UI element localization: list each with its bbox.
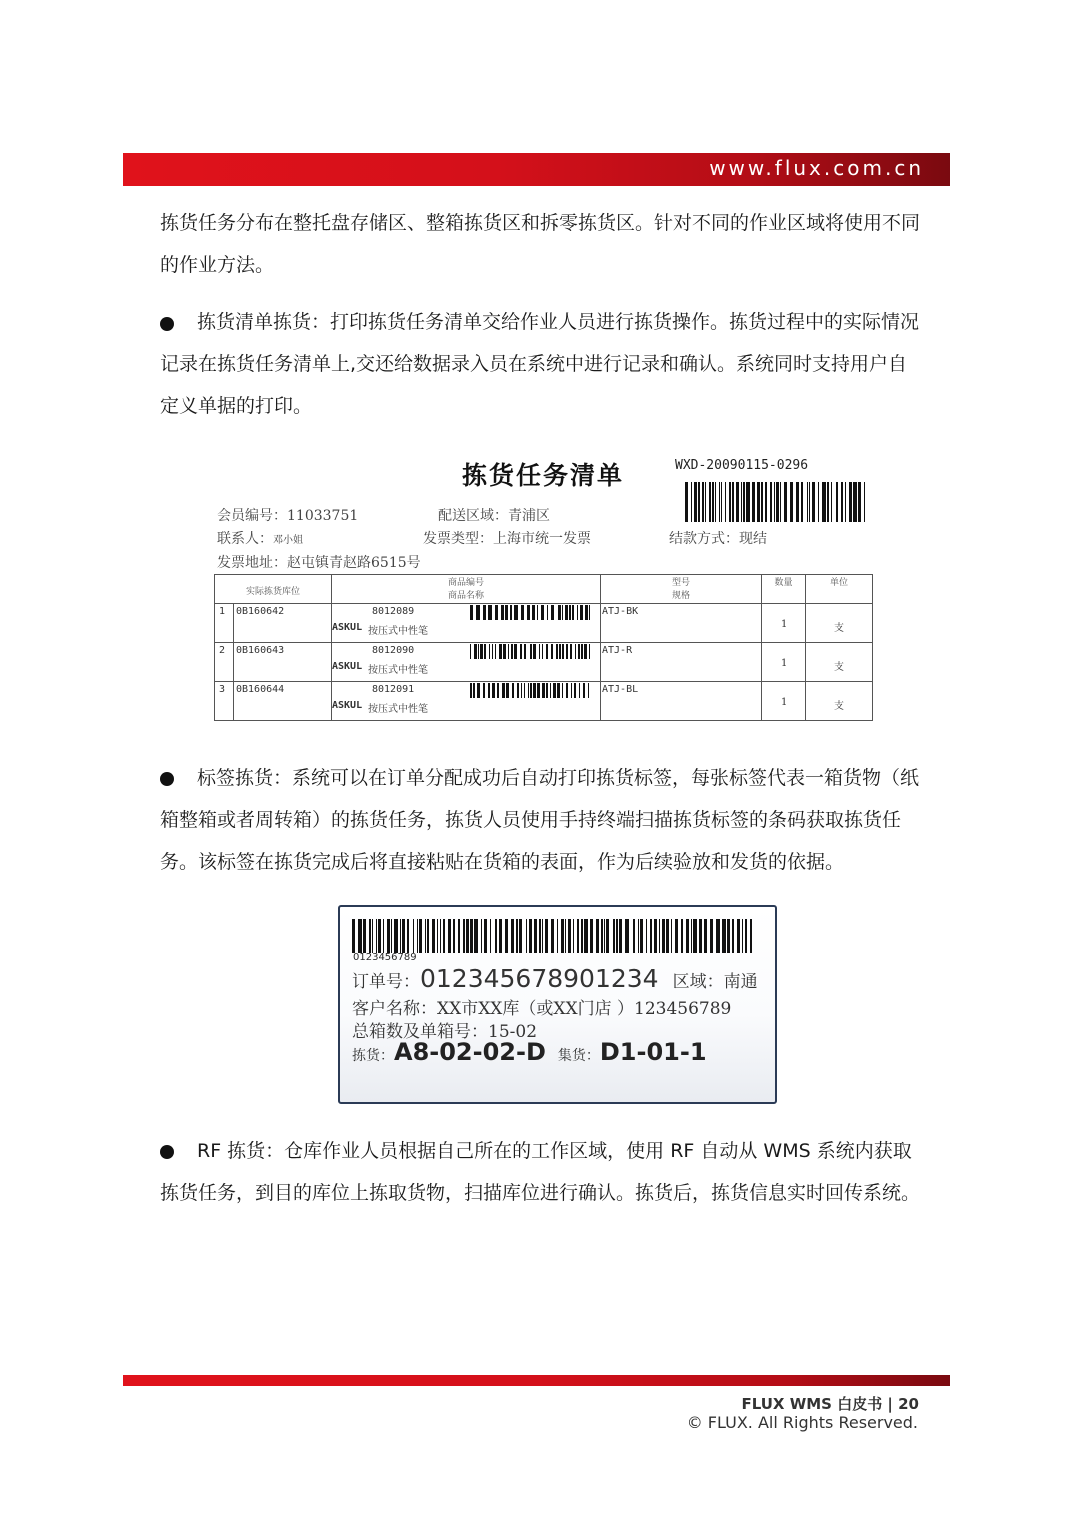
header-url: www.flux.com.cn (709, 156, 924, 180)
label-order: 订单号：012345678901234 区域：南通 (352, 964, 758, 993)
cell-qty (762, 604, 806, 643)
th-qty: 数量 (762, 575, 806, 604)
row-model: ATJ-R (602, 645, 633, 656)
pick-label-figure (338, 905, 777, 1104)
picklist-code: WXD-20090115-0296 (675, 458, 809, 473)
row-model: ATJ-BL (602, 684, 639, 695)
picklist-barcode (685, 482, 865, 522)
cell-unit (806, 643, 873, 682)
bullet-label-text: 标签拣货：系统可以在订单分配成功后自动打印拣货标签，每张标签代表一箱货物（纸箱整箱或者周转箱）的拣货任务，拣货人员使用手持终端扫描拣货标签的条码获取拣货任务。该标签在拣货完成后将直接粘贴在货箱的表面，作为后续验放和发货的依据。 (160, 767, 920, 873)
row-location: 0B160644 (236, 684, 285, 695)
label-boxes: 总箱数及单箱号：15-02 (352, 1022, 538, 1042)
picklist-member: 会员编号：11033751 (217, 508, 359, 524)
cell-unit (806, 682, 873, 721)
label-barcode (352, 919, 752, 953)
footer-bar (123, 1375, 950, 1386)
row-product-no: 8012089 (372, 606, 415, 617)
row-model: ATJ-BK (602, 606, 639, 617)
row-product-name: 按压式中性笔 (368, 704, 428, 715)
cell-qty (762, 682, 806, 721)
row-barcode (470, 605, 590, 620)
row-product-name: 按压式中性笔 (368, 665, 428, 676)
cell-qty (762, 643, 806, 682)
th-unit: 单位 (806, 575, 873, 604)
row-brand: ASKUL (332, 622, 363, 633)
row-qty: 1 (781, 697, 788, 708)
bullet-rf-text: RF 拣货：仓库作业人员根据自己所在的工作区域，使用 RF 自动从 WMS 系统内获取拣货任务，到目的库位上拣取货物，扫描库位进行确认。拣货后，拣货信息实时回传系统。 (160, 1140, 921, 1204)
picklist-contact: 联系人：邓小姐 (217, 531, 303, 547)
row-product-no: 8012090 (372, 645, 415, 656)
row-barcode (470, 644, 590, 659)
row-location: 0B160643 (236, 645, 285, 656)
row-qty: 1 (781, 658, 788, 669)
cell-product (332, 604, 601, 643)
label-customer: 客户名称：XX市XX库（或XX门店 ）123456789 (352, 999, 732, 1019)
row-index: 3 (219, 684, 226, 695)
intro-paragraph: 拣货任务分布在整托盘存储区、整箱拣货区和拆零拣货区。针对不同的作业区域将使用不同的作业方法。 (160, 212, 921, 276)
picklist-area: 配送区域：青浦区 (438, 508, 550, 524)
th-product: 商品编号 商品名称 (332, 575, 601, 604)
cell-location (215, 682, 332, 721)
row-location: 0B160642 (236, 606, 285, 617)
cell-model (601, 643, 762, 682)
picklist-invoice-type: 发票类型：上海市统一发票 (423, 531, 591, 547)
picklist-figure (212, 448, 877, 730)
row-unit: 支 (834, 662, 844, 673)
row-qty: 1 (781, 619, 788, 630)
label-pick-collect: 拣货：A8-02-02-D 集货：D1-01-1 (352, 1038, 707, 1066)
picklist-payment: 结款方式：现结 (669, 531, 767, 547)
header-bar (123, 153, 950, 186)
th-model: 型号 规格 (601, 575, 762, 604)
row-product-name: 按压式中性笔 (368, 626, 428, 637)
bullet-picklist-text: 拣货清单拣货：打印拣货任务清单交给作业人员进行拣货操作。拣货过程中的实际情况记录在拣货任务清单上,交还给数据录入员在系统中进行记录和确认。系统同时支持用户自定义单据的打印。 (160, 311, 920, 417)
cell-model (601, 604, 762, 643)
row-unit: 支 (834, 623, 844, 634)
row-product-no: 8012091 (372, 684, 415, 695)
cell-product (332, 643, 601, 682)
cell-unit (806, 604, 873, 643)
picklist-row (215, 682, 873, 721)
th-location: 实际拣货库位 (215, 575, 332, 604)
row-unit: 支 (834, 701, 844, 712)
row-brand: ASKUL (332, 700, 363, 711)
cell-model (601, 682, 762, 721)
footer-copyright: © FLUX. All Rights Reserved. (686, 1413, 918, 1432)
footer-title: FLUX WMS 白皮书 | 20 (741, 1395, 919, 1413)
cell-location (215, 643, 332, 682)
cell-location (215, 604, 332, 643)
picklist-table (214, 574, 873, 721)
picklist-header-row (215, 575, 873, 604)
label-barcode-number: 0123456789 (353, 952, 417, 963)
picklist-address: 发票地址：赵屯镇青赵路6515号 (217, 555, 421, 571)
row-index: 1 (219, 606, 226, 617)
row-brand: ASKUL (332, 661, 363, 672)
row-index: 2 (219, 645, 226, 656)
picklist-title: 拣货任务清单 (462, 461, 625, 490)
row-barcode (470, 683, 590, 698)
picklist-row (215, 643, 873, 682)
cell-product (332, 682, 601, 721)
picklist-row (215, 604, 873, 643)
